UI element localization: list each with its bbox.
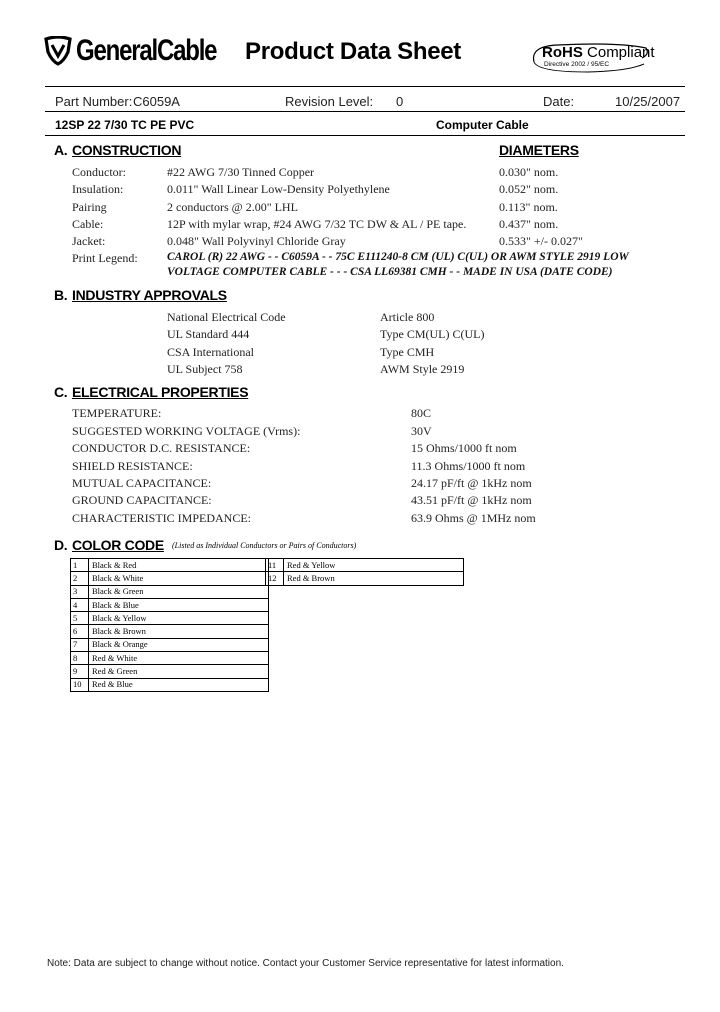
section-a-letter: A.: [54, 142, 68, 158]
rohs-badge: [528, 42, 655, 72]
revision-value: 0: [396, 94, 404, 109]
electrical-value: 24.17 pF/ft @ 1kHz nom: [411, 476, 532, 490]
construction-value: #22 AWG 7/30 Tinned Copper: [167, 165, 315, 179]
electrical-value: 30V: [411, 424, 432, 438]
revision-label: Revision Level:: [285, 94, 374, 109]
table-row: [266, 559, 464, 572]
electrical-name: SUGGESTED WORKING VOLTAGE (Vrms):: [72, 424, 301, 438]
section-color-code-heading: COLOR CODE: [72, 537, 164, 553]
electrical-value: 43.51 pF/ft @ 1kHz nom: [411, 493, 532, 507]
electrical-value: 63.9 Ohms @ 1MHz nom: [411, 511, 536, 525]
pair-colors: Black & White: [89, 572, 269, 585]
pair-colors: Red & Blue: [89, 678, 269, 691]
rohs-strong: RoHS: [542, 44, 583, 61]
construction-label: Insulation:: [72, 182, 124, 196]
divider: [45, 135, 685, 136]
divider: [45, 86, 685, 87]
cable-spec: 12SP 22 7/30 TC PE PVC: [55, 118, 195, 132]
company-logo: [44, 34, 251, 68]
construction-label: Jacket:: [72, 234, 106, 248]
construction-label: Conductor:: [72, 165, 126, 179]
construction-label: Cable:: [72, 217, 104, 231]
construction-diameter: 0.030" nom.: [499, 165, 559, 179]
table-row: [71, 625, 269, 638]
section-d-letter: D.: [54, 537, 68, 553]
construction-value: 12P with mylar wrap, #24 AWG 7/32 TC DW & AL / PE tape.: [167, 217, 467, 231]
table-row: [71, 585, 269, 598]
date-value: 10/25/2007: [615, 94, 681, 109]
pair-number: 12: [266, 572, 284, 585]
pair-number: 3: [71, 585, 89, 598]
approval-value: Type CM(UL) C(UL): [380, 327, 485, 341]
table-row: [71, 665, 269, 678]
pair-colors: Black & Green: [89, 585, 269, 598]
pair-colors: Black & Orange: [89, 638, 269, 651]
section-construction-heading: CONSTRUCTION: [72, 142, 182, 158]
electrical-name: SHIELD RESISTANCE:: [72, 459, 193, 473]
pair-colors: Red & Yellow: [284, 559, 464, 572]
pair-number: 6: [71, 625, 89, 638]
electrical-name: TEMPERATURE:: [72, 406, 162, 420]
construction-diameter: 0.113" nom.: [499, 200, 558, 214]
pair-colors: Black & Yellow: [89, 612, 269, 625]
pair-colors: Black & Brown: [89, 625, 269, 638]
pair-number: 8: [71, 652, 89, 665]
diameters-heading: DIAMETERS: [499, 142, 579, 158]
pair-colors: Red & Brown: [284, 572, 464, 585]
approval-name: UL Standard 444: [167, 327, 250, 341]
electrical-value: 80C: [411, 406, 432, 420]
color-code-table-left: [70, 558, 269, 692]
rohs-directive: Directive 2002 / 95/EC: [544, 61, 610, 68]
divider: [45, 111, 685, 112]
pair-number: 1: [71, 559, 89, 572]
pair-colors: Black & Red: [89, 559, 269, 572]
part-number-value: C6059A: [133, 94, 180, 109]
pair-number: 9: [71, 665, 89, 678]
section-c-letter: C.: [54, 384, 68, 400]
footer-note: Note: Data are subject to change without notice. Contact your Customer Service representative for latest information.: [47, 958, 564, 969]
section-electrical-heading: ELECTRICAL PROPERTIES: [72, 384, 249, 400]
construction-diameter: 0.533" +/- 0.027": [499, 234, 583, 248]
cable-type: Computer Cable: [436, 118, 529, 132]
section-approvals-heading: INDUSTRY APPROVALS: [72, 287, 227, 303]
electrical-value: 11.3 Ohms/1000 ft nom: [411, 459, 526, 473]
construction-value: 0.048" Wall Polyvinyl Chloride Gray: [167, 234, 346, 248]
table-row: [71, 638, 269, 651]
construction-diameter: 0.052" nom.: [499, 182, 559, 196]
electrical-name: CHARACTERISTIC IMPEDANCE:: [72, 511, 252, 525]
pair-number: 5: [71, 612, 89, 625]
construction-label: Pairing: [72, 200, 107, 214]
pair-number: 11: [266, 559, 284, 572]
section-b-letter: B.: [54, 287, 68, 303]
table-row: [71, 559, 269, 572]
print-legend-line-1: CAROL (R) 22 AWG - - C6059A - - 75C E111240-8 CM (UL) C(UL) OR AWM STYLE 2919 LOW: [167, 251, 629, 263]
table-row: [71, 678, 269, 691]
part-number-label: Part Number:: [55, 94, 133, 109]
construction-value: 2 conductors @ 2.00" LHL: [167, 200, 298, 214]
pair-colors: Red & Green: [89, 665, 269, 678]
table-row: [71, 572, 269, 585]
logo-text: GeneralCable: [76, 34, 217, 67]
print-legend-label: Print Legend:: [72, 251, 138, 265]
page-title: Product Data Sheet: [245, 38, 461, 65]
table-row: [71, 612, 269, 625]
electrical-name: MUTUAL CAPACITANCE:: [72, 476, 212, 490]
print-legend-line-2: VOLTAGE COMPUTER CABLE - - - CSA LL69381 CMH - - MADE IN USA (DATE CODE): [167, 266, 613, 278]
electrical-value: 15 Ohms/1000 ft nom: [411, 441, 517, 455]
construction-diameter: 0.437" nom.: [499, 217, 559, 231]
pair-number: 2: [71, 572, 89, 585]
pair-colors: Black & Blue: [89, 598, 269, 611]
approval-value: Type CMH: [380, 345, 435, 359]
date-label: Date:: [543, 94, 575, 109]
approval-name: National Electrical Code: [167, 310, 286, 324]
table-row: [71, 652, 269, 665]
color-code-table-right: [265, 558, 464, 586]
rohs-rest: Compliant: [587, 44, 655, 61]
approval-name: CSA International: [167, 345, 254, 359]
approval-value: Article 800: [380, 310, 435, 324]
approval-name: UL Subject 758: [167, 362, 243, 376]
pair-colors: Red & White: [89, 652, 269, 665]
pair-number: 7: [71, 638, 89, 651]
pair-number: 4: [71, 598, 89, 611]
construction-value: 0.011" Wall Linear Low-Density Polyethylene: [167, 182, 390, 196]
electrical-name: CONDUCTOR D.C. RESISTANCE:: [72, 441, 251, 455]
table-row: [266, 572, 464, 585]
electrical-name: GROUND CAPACITANCE:: [72, 493, 212, 507]
color-code-note: (Listed as Individual Conductors or Pairs of Conductors): [172, 541, 357, 550]
pair-number: 10: [71, 678, 89, 691]
approval-value: AWM Style 2919: [380, 362, 465, 376]
table-row: [71, 598, 269, 611]
shield-logo-icon: [44, 36, 72, 66]
